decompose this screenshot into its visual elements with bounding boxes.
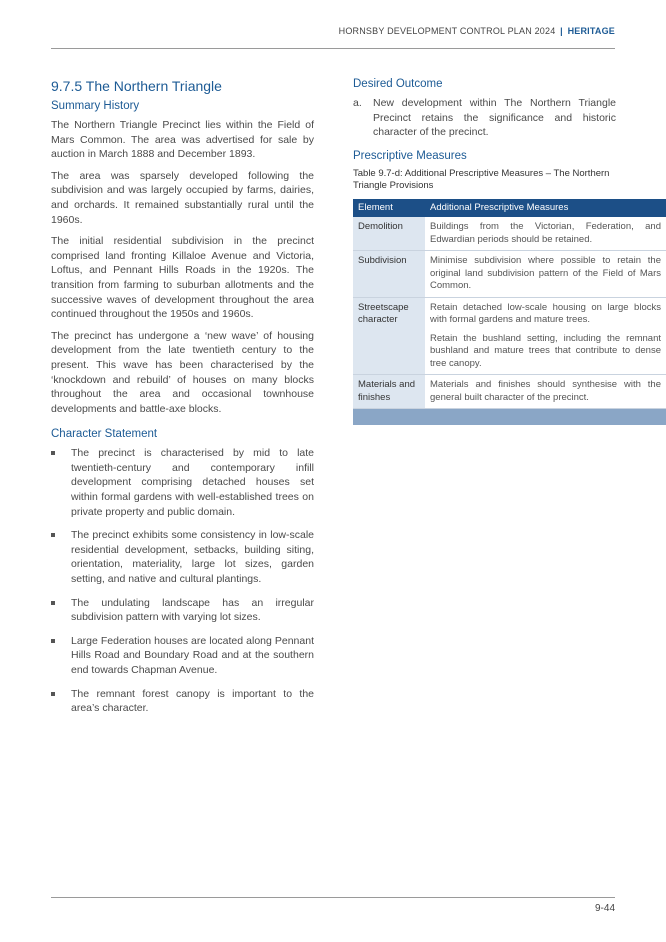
element-cell: Subdivision xyxy=(353,251,425,298)
outcome-letter: a. xyxy=(353,97,362,109)
square-bullet-icon xyxy=(51,451,55,455)
section-title: 9.7.5 The Northern Triangle xyxy=(51,78,222,94)
measures-cell: Retain detached low-scale housing on large blocks with formal gardens and mature trees. Retain the bushland setting, including the remnant bushland and mature trees that contribute to dense tree canopy. xyxy=(425,297,666,375)
square-bullet-icon xyxy=(51,533,55,537)
header-rule xyxy=(51,48,615,49)
page-number: 9-44 xyxy=(594,903,615,914)
square-bullet-icon xyxy=(51,639,55,643)
desired-outcome-heading: Desired Outcome xyxy=(353,78,443,90)
desired-outcome-item xyxy=(353,96,616,140)
running-header xyxy=(339,26,615,36)
table-row xyxy=(353,375,666,409)
table-row xyxy=(353,297,666,375)
table-header-row xyxy=(353,199,666,218)
table-row xyxy=(353,217,666,251)
character-list xyxy=(51,446,314,716)
table-caption: Table 9.7-d: Additional Prescriptive Measures – The Northern Triangle Provisions xyxy=(353,167,610,192)
column-header-measures: Additional Prescriptive Measures xyxy=(425,199,666,218)
element-cell: Streetscape character xyxy=(353,297,425,375)
list-item: The precinct is characterised by mid to late twentieth-century and contemporary infill development comprising detached houses set within formal gardens with well-established trees on private property and public domain. xyxy=(51,446,314,519)
list-item: The precinct exhibits some consistency in low-scale residential development, setbacks, building siting, orientation, materiality, large lot sizes, garden setting, and native and cultural plantings. xyxy=(51,528,314,586)
square-bullet-icon xyxy=(51,601,55,605)
element-cell: Demolition xyxy=(353,217,425,251)
provisions-table xyxy=(353,199,666,426)
element-cell: Materials and finishes xyxy=(353,375,425,409)
header-section-name: HERITAGE xyxy=(567,26,615,36)
summary-paragraph: The initial residential subdivision in the precinct comprised land fronting Killaloe Avenue and Victoria, Loftus, and Pennant Hills Roads in the 1920s. The transition from farming to suburban allotments and the successive waves of development throughout the area continued throughout the 1950s and 1960s. xyxy=(51,235,314,321)
list-item: The undulating landscape has an irregular subdivision pattern with varying lot sizes. xyxy=(51,596,314,625)
measures-cell: Minimise subdivision where possible to retain the original land subdivision pattern of the Field of Mars Common. xyxy=(425,251,666,298)
right-column xyxy=(353,78,661,425)
table-footer-band xyxy=(353,409,666,426)
summary-paragraph: The Northern Triangle Precinct lies within the Field of Mars Common. The area was advertised for sale by auction in March 1888 and December 1893. xyxy=(51,119,314,161)
list-item: The remnant forest canopy is important to the area’s character. xyxy=(51,687,314,716)
measures-cell: Materials and finishes should synthesise with the general built character of the precinct. xyxy=(425,375,666,409)
prescriptive-measures-heading: Prescriptive Measures xyxy=(353,149,467,162)
header-separator: | xyxy=(560,26,563,36)
character-statement-heading: Character Statement xyxy=(51,428,158,441)
left-column xyxy=(51,78,314,725)
measures-cell: Buildings from the Victorian, Federation, and Edwardian periods should be retained. xyxy=(425,217,666,251)
summary-paragraph: The area was sparsely developed following the subdivision and was largely occupied by farms, dairies, and orchards. It remained substantially rural until the 1960s. xyxy=(51,169,314,226)
summary-history-heading: Summary History xyxy=(51,100,140,112)
summary-paragraph: The precinct has undergone a ‘new wave’ of housing development from the late twentieth century to the present. This wave has been characterised by the ‘knockdown and rebuild’ of houses on many blocks throughout the area and occasional townhouse developments and battle-axe blocks. xyxy=(51,329,314,415)
table-row xyxy=(353,251,666,298)
header-document-title: HORNSBY DEVELOPMENT CONTROL PLAN 2024 xyxy=(338,26,556,36)
square-bullet-icon xyxy=(51,692,55,696)
column-header-element: Element xyxy=(353,199,425,218)
footer-rule xyxy=(51,897,615,898)
outcome-text: New development within The Northern Triangle Precinct retains the significance and historic character of the precinct. xyxy=(373,97,616,139)
list-item: Large Federation houses are located along Pennant Hills Road and Boundary Road and at the southern end towards Chapman Avenue. xyxy=(51,634,314,678)
